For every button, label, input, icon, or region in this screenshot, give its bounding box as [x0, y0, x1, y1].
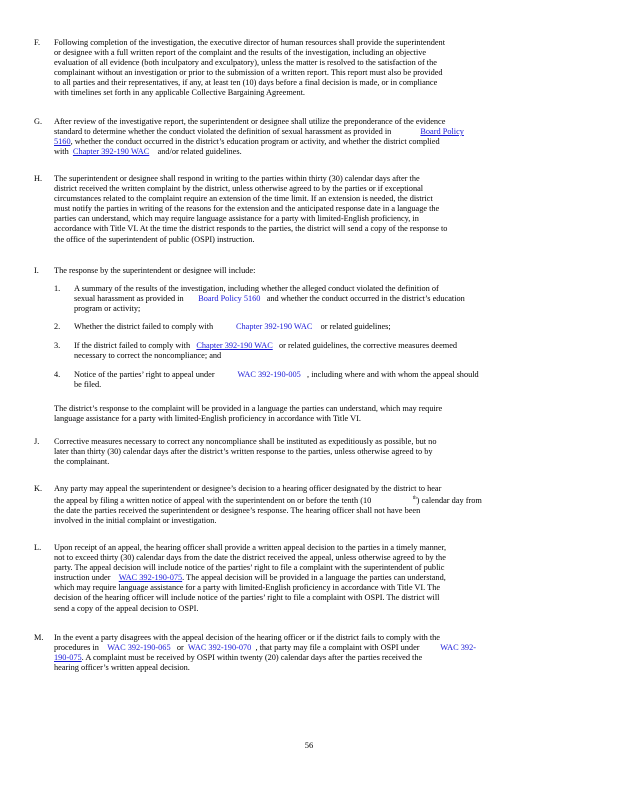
text-segment: , that party may file a complaint with OSPI under [255, 643, 420, 653]
text-line: the complainant. [54, 457, 110, 467]
text-segment: instruction under [54, 573, 111, 583]
wac-section-link[interactable]: 190-075 [54, 653, 82, 663]
wac-chapter-link[interactable]: Chapter 392-190 WAC [72, 147, 150, 157]
list-item-text [74, 322, 564, 332]
text-line: accordance with Title VI. At the time the district responds to the parties, the district will send a copy of the response to [54, 224, 448, 234]
text-line [54, 643, 574, 653]
text-segment: , whether the conduct occurred in the district’s education program or activity, and whether the district complied [70, 137, 440, 147]
section-f [34, 38, 574, 99]
list-number: 3. [54, 341, 61, 350]
section-g-text [54, 117, 574, 157]
section-l [34, 543, 574, 614]
section-label: J. [34, 437, 40, 446]
text-line: hearing officer’s written appeal decision. [54, 663, 190, 673]
list-item-text [74, 341, 564, 361]
text-line: After review of the investigative report, the superintendent or designee shall utilize the preponderance of the evidence [54, 117, 446, 126]
section-label: G. [34, 117, 43, 126]
section-i-text [54, 266, 574, 276]
text-line: parties can understand, which may require language assistance for a party with limited-English proficiency, in [54, 214, 419, 224]
text-line: send a copy of the appeal decision to OSPI. [54, 603, 199, 613]
text-line: Corrective measures necessary to correct any noncompliance shall be instituted as expeditiously as possible, but no [54, 437, 437, 446]
text-segment: , including where and with whom the appeal should [307, 370, 479, 379]
text-line: In the event a party disagrees with the appeal decision of the hearing officer or if the district fails to comply with the [54, 633, 440, 642]
wac-chapter-link[interactable]: Chapter 392-190 WAC [236, 322, 313, 331]
section-i [34, 266, 574, 276]
wac-chapter-link[interactable]: Chapter 392-190 WAC [196, 341, 273, 350]
list-number: 2. [54, 322, 61, 331]
text-segment: If the district failed to comply with [74, 341, 191, 350]
text-line: circumstances related to the complaint require an extension of the time limit. If an extension is needed, the district [54, 194, 433, 204]
list-item-text [74, 370, 564, 390]
text-segment: Notice of the parties’ right to appeal under [74, 370, 215, 379]
section-label: L. [34, 543, 42, 552]
text-line: Any party may appeal the superintendent or designee’s decision to a hearing officer designated by the district to hear [54, 484, 442, 493]
board-policy-link[interactable]: 5160 [54, 137, 71, 147]
list-number: 4. [54, 370, 61, 379]
text-segment: or related guidelines; [320, 322, 391, 331]
section-label: H. [34, 174, 43, 183]
list-item-2 [54, 322, 564, 332]
section-h-text [54, 174, 574, 245]
text-line: A summary of the results of the investigation, including whether the alleged conduct violated the definition of [74, 284, 439, 293]
text-line: Following completion of the investigation, the executive director of human resources shall provide the superintendent [54, 38, 446, 47]
section-g [34, 117, 574, 157]
text-line: later than thirty (30) calendar days after the district’s written response to the parties, unless otherwise agreed to by [54, 447, 433, 457]
text-segment: . The appeal decision will be provided in a language the parties can understand, [182, 573, 446, 583]
text-segment: procedures in [54, 643, 99, 653]
section-i-closing [54, 404, 574, 424]
text-line [54, 137, 574, 147]
list-item-1 [54, 284, 564, 314]
section-f-text [54, 38, 574, 99]
text-line: The superintendent or designee shall respond in writing to the parties within thirty (30) calendar days after the [54, 174, 420, 183]
text-line: which may require language assistance for a party with limited-English proficiency in accordance with Title VI. The [54, 583, 441, 593]
board-policy-link[interactable]: Board Policy 5160 [198, 294, 261, 304]
text-line: to all parties and their representatives, if any, at least ten (10) days before a final decision is made, or in compliance [54, 78, 438, 88]
text-line [54, 494, 574, 506]
text-line: the office of the superintendent of public (OSPI) instruction. [54, 234, 255, 244]
list-item-3 [54, 341, 564, 361]
wac-section-link[interactable]: WAC 392-190-075 [118, 573, 183, 583]
section-label: F. [34, 38, 41, 47]
wac-section-link[interactable]: WAC 392-190-070 [187, 643, 252, 653]
text-line [74, 341, 564, 351]
text-line: The district’s response to the complaint will be provided in a language the parties can understand, which may require [54, 404, 443, 413]
list-item-text [74, 284, 564, 314]
wac-section-link[interactable]: WAC 392-190-065 [107, 643, 171, 653]
text-line: be filed. [74, 380, 102, 390]
text-segment: or related guidelines, the corrective measures deemed [278, 341, 458, 350]
text-line: party. The appeal decision will include notice of the parties’ right to file a complaint with the superintendent of public [54, 563, 445, 573]
text-line: not to exceed thirty (30) calendar days from the date the district received the appeal, unless otherwise agreed to by the [54, 553, 446, 563]
text-line: the date the parties received the superintendent or designee’s response. The hearing officer shall not have been [54, 505, 421, 515]
text-line: complainant without an investigation or prior to the submission of a written report. This report must also be provided [54, 68, 443, 78]
text-line: Upon receipt of an appeal, the hearing officer shall provide a written appeal decision to the parties in a timely manner, [54, 543, 447, 552]
text-line: evaluation of all evidence (both inculpatory and exculpatory), unless the matter is resolved to the satisfaction of the [54, 58, 437, 68]
text-line: district received the written complaint by the district, unless otherwise agreed to by the parties or if exceptional [54, 184, 424, 194]
text-line: with timelines set forth in any applicable Collective Bargaining Agreement. [54, 88, 305, 98]
text-line [54, 127, 574, 137]
text-segment: and whether the conduct occurred in the district’s education [266, 294, 465, 304]
text-line: decision of the hearing officer will include notice of the parties’ right to file a complaint with OSPI. The district will [54, 593, 440, 603]
board-policy-link[interactable]: Board Policy [420, 127, 464, 137]
text-segment: the appeal by filing a written notice of appeal with the superintendent on or before the tenth (10 [54, 495, 372, 505]
section-label: I. [34, 266, 39, 275]
section-m [34, 633, 574, 673]
wac-section-link[interactable]: WAC 392- [440, 643, 476, 653]
text-segment: and/or related guidelines. [157, 147, 242, 157]
text-segment: with [54, 147, 69, 157]
page-number: 56 [304, 740, 314, 750]
text-line: The response by the superintendent or designee will include: [54, 266, 256, 275]
text-segment: ) calendar day from [416, 495, 482, 505]
text-segment: . A complaint must be received by OSPI within twenty (20) calendar days after the parties received the [81, 653, 423, 663]
text-line [74, 370, 564, 380]
text-line: involved in the initial complaint or investigation. [54, 516, 217, 526]
text-segment: Whether the district failed to comply with [74, 322, 214, 331]
text-line [74, 294, 564, 304]
text-line: necessary to correct the noncompliance; and [74, 351, 222, 361]
ordinal-superscript: th [412, 496, 417, 502]
section-l-text [54, 543, 574, 614]
text-line: program or activity; [74, 304, 141, 314]
section-label: K. [34, 484, 43, 493]
list-item-4 [54, 370, 564, 390]
text-line: must notify the parties in writing of the reasons for the extension and the anticipated response date in a language the [54, 204, 440, 214]
wac-section-link[interactable]: WAC 392-190-005 [237, 370, 301, 379]
text-line [54, 147, 574, 157]
list-number: 1. [54, 284, 61, 293]
section-j [34, 437, 574, 467]
text-line: language assistance for a party with limited-English proficiency in accordance with Title VI. [54, 414, 361, 424]
section-k-text [54, 484, 574, 526]
section-h [34, 174, 574, 245]
section-m-text [54, 633, 574, 673]
section-k [34, 484, 574, 526]
text-line [54, 573, 574, 583]
section-j-text [54, 437, 574, 467]
text-line [54, 653, 574, 663]
text-line [74, 322, 564, 332]
text-segment: standard to determine whether the conduct violated the definition of sexual harassment as provided in [54, 127, 392, 137]
text-segment: or [176, 643, 184, 653]
text-line: or designee with a full written report of the complaint and the results of the investigation, including an objective [54, 48, 427, 58]
section-label: M. [34, 633, 44, 642]
text-segment: sexual harassment as provided in [74, 294, 184, 304]
